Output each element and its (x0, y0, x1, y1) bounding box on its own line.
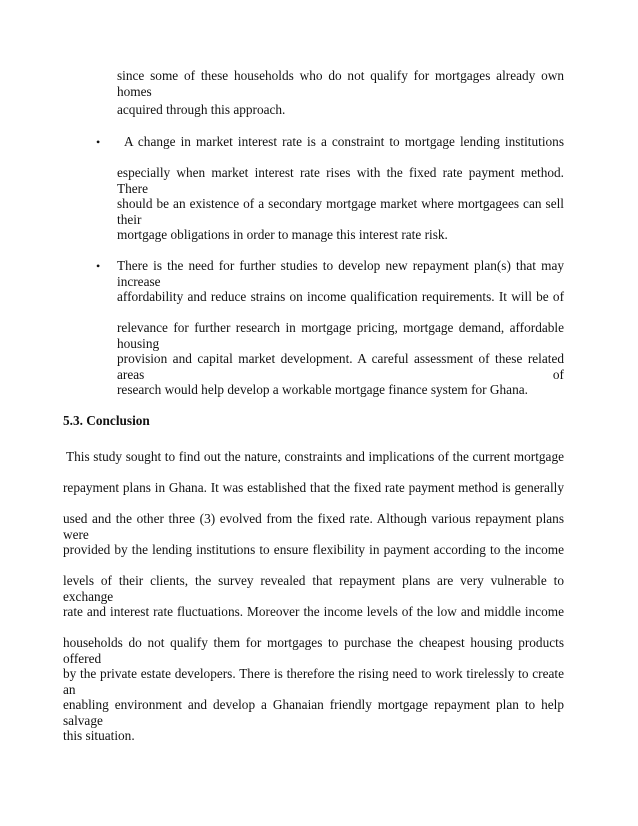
bullet-line: relevance for further research in mortgage pricing, mortgage demand, affordable housing (117, 320, 564, 351)
conclusion-line: repayment plans in Ghana. It was established that the fixed rate payment method is generally (63, 480, 564, 495)
conclusion-line: enabling environment and develop a Ghanaian friendly mortgage repayment plan to help salvage (63, 697, 564, 728)
bullet-line: affordability and reduce strains on income qualification requirements. It will be of (117, 289, 564, 304)
conclusion-line: households do not qualify them for mortgages to purchase the cheapest housing products offered (63, 635, 564, 666)
bullet-line: mortgage obligations in order to manage this interest rate risk. (117, 227, 448, 242)
conclusion-line: levels of their clients, the survey revealed that repayment plans are very vulnerable to exchange (63, 573, 564, 604)
conclusion-line: rate and interest rate fluctuations. Moreover the income levels of the low and middle income (63, 604, 564, 619)
conclusion-line: this situation. (63, 728, 135, 743)
bullet-symbol: • (96, 259, 101, 273)
bullet-symbol: • (96, 135, 101, 149)
continued-paragraph-line: since some of these households who do not qualify for mortgages already own homes (117, 68, 564, 99)
conclusion-line: used and the other three (3) evolved from the fixed rate. Although various repayment plans were (63, 511, 564, 542)
bullet-line: should be an existence of a secondary mortgage market where mortgagees can sell their (117, 196, 564, 227)
conclusion-line: This study sought to find out the nature, constraints and implications of the current mortgage (66, 449, 564, 464)
conclusion-line: provided by the lending institutions to ensure flexibility in payment according to the income (63, 542, 564, 557)
bullet-line: research would help develop a workable mortgage finance system for Ghana. (117, 382, 528, 397)
continued-paragraph-line: acquired through this approach. (117, 102, 286, 117)
bullet-line: provision and capital market development. A careful assessment of these related areas of (117, 351, 564, 382)
bullet-line: A change in market interest rate is a constraint to mortgage lending institutions (124, 134, 564, 149)
section-heading: 5.3. Conclusion (63, 413, 150, 428)
bullet-line: There is the need for further studies to develop new repayment plan(s) that may increase (117, 258, 564, 289)
conclusion-line: by the private estate developers. There is therefore the rising need to work tirelessly to create an (63, 666, 564, 697)
bullet-line: especially when market interest rate rises with the fixed rate payment method. There (117, 165, 564, 196)
